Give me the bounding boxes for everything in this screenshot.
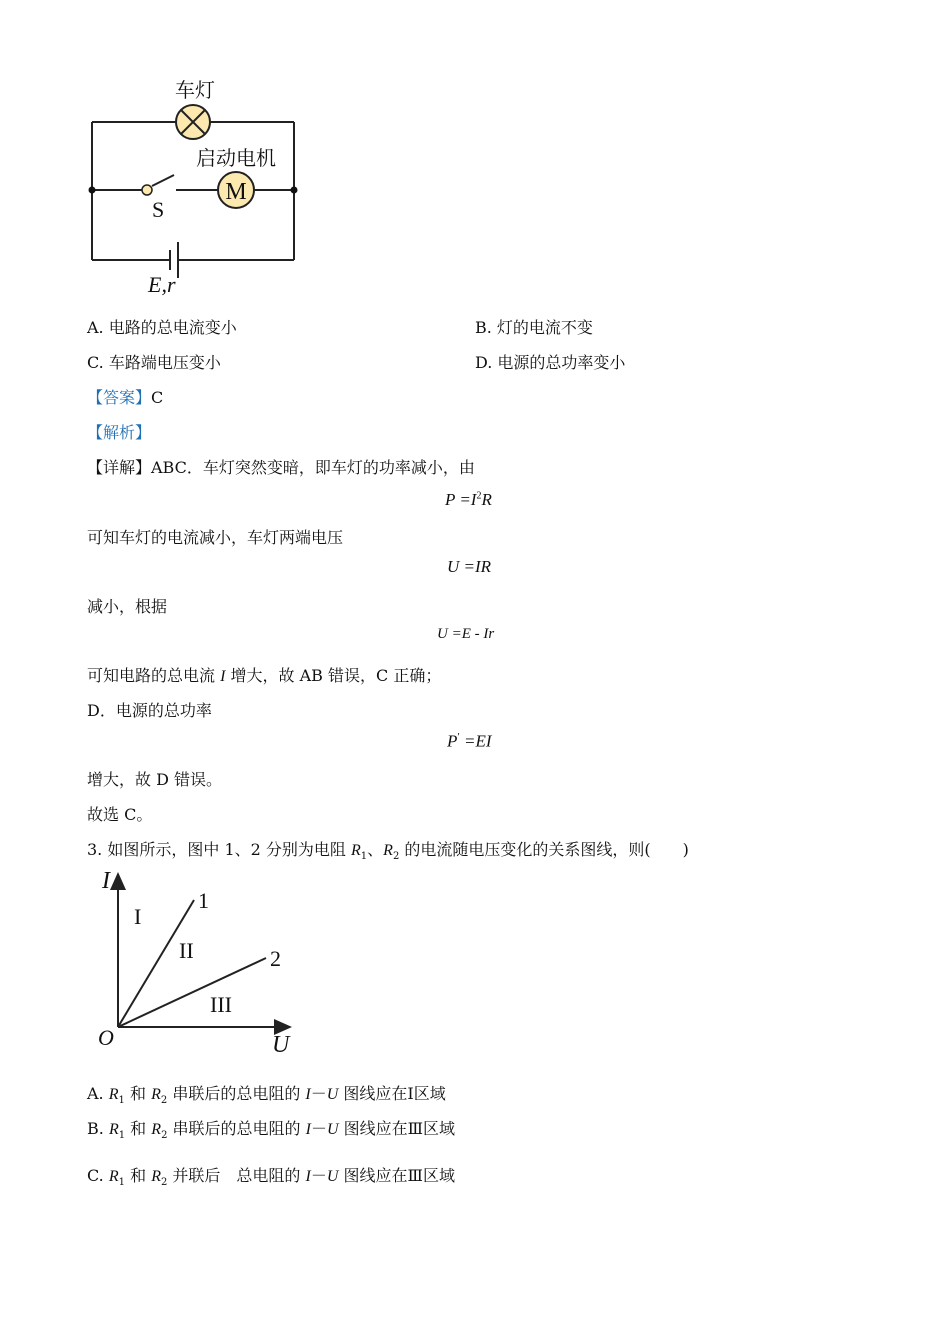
motor-label: 启动电机 xyxy=(196,148,276,170)
option-a: A. 电路的总电流变小 xyxy=(87,318,237,337)
option-d: D. 电源的总功率变小 xyxy=(475,353,626,372)
circuit-diagram xyxy=(80,72,320,302)
region-3-label: III xyxy=(210,992,232,1017)
question-3-stem: 3. 如图所示，图中 1、2 分别为电阻 $R_1$、$R_2$ 的电流随电压变化的关系图线，则( ) xyxy=(87,840,689,863)
region-1-label: I xyxy=(134,904,142,929)
region-2-label: II xyxy=(179,938,194,963)
answer-line xyxy=(87,385,163,408)
option-b: B. 灯的电流不变 xyxy=(475,318,593,337)
motor-symbol xyxy=(218,172,254,208)
lamp-label: 车灯 xyxy=(175,80,215,102)
lamp-symbol xyxy=(176,105,210,139)
text-line-2: 可知车灯的电流减小，车灯两端电压 xyxy=(87,528,344,547)
analysis-tag: 【解析】 xyxy=(87,423,152,442)
q3-option-a: A. $R_1$ 和 $R_2$ 串联后的总电阻的 I－U 图线应在Ⅰ区域 xyxy=(87,1084,446,1107)
q3-option-b: B. $R_1$ 和 $R_2$ 串联后的总电阻的 I－U 图线应在Ⅲ区域 xyxy=(87,1119,456,1142)
answer-tag: 【答案】 xyxy=(87,388,152,407)
text-line-6: 增大，故 D 错误。 xyxy=(87,770,223,789)
option-c: C. 车路端电压变小 xyxy=(87,353,221,372)
equation-voltage: U =IR xyxy=(447,557,492,576)
text-line-5: D．电源的总功率 xyxy=(87,701,212,720)
text-line-4: 可知电路的总电流 I 增大，故 AB 错误，C 正确； xyxy=(87,666,442,685)
line-1-label: 1 xyxy=(198,888,209,913)
equation-power: $P =I^2R$ xyxy=(445,490,492,509)
graph-line-2 xyxy=(118,958,266,1027)
detail-line: 【详解】ABC．车灯突然变暗，即车灯的功率减小，由 xyxy=(87,458,475,477)
x-axis-label: U xyxy=(272,1032,290,1058)
battery-label: E,r xyxy=(148,272,176,297)
iu-graph xyxy=(90,862,310,1062)
line-2-label: 2 xyxy=(270,946,281,971)
origin-label: O xyxy=(98,1025,114,1050)
q3-option-c: C. $R_1$ 和 $R_2$ 并联后 总电阻的 I－U 图线应在Ⅲ区域 xyxy=(87,1166,455,1189)
svg-text:M: M xyxy=(225,179,247,205)
text-line-7: 故选 C。 xyxy=(87,805,153,824)
graph-line-1 xyxy=(118,900,194,1027)
y-axis-label: I xyxy=(102,868,110,894)
equation-emf: U =E - Ir xyxy=(437,626,495,642)
text-line-3: 减小，根据 xyxy=(87,597,168,616)
equation-total-power: P′ =EI xyxy=(447,731,492,751)
switch-label: S xyxy=(152,197,165,222)
answer-value: C xyxy=(151,388,164,407)
switch-symbol xyxy=(142,185,152,195)
